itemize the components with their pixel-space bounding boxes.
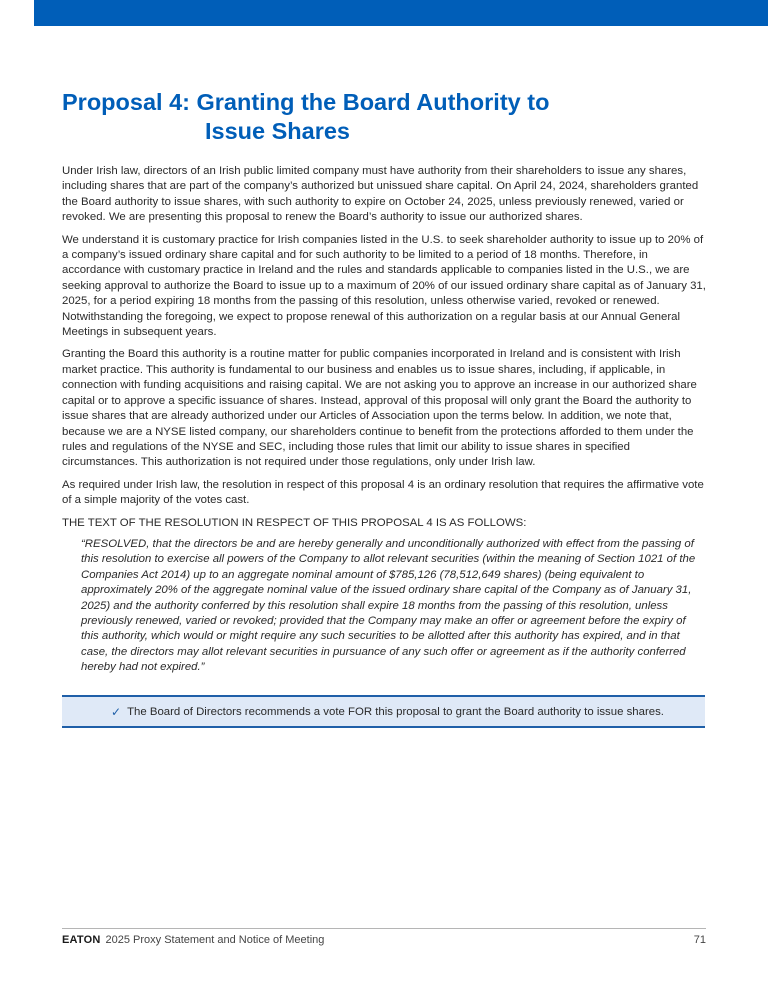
page-title-line-1: Proposal 4: Granting the Board Authority to	[62, 89, 550, 115]
page-footer	[62, 934, 706, 946]
checkmark-icon: ✓	[111, 704, 122, 719]
page-title	[62, 88, 722, 146]
proposal-body	[62, 164, 708, 676]
board-recommendation-box	[62, 695, 705, 728]
footer-divider	[62, 928, 706, 929]
page-title-line-2: Issue Shares	[205, 118, 351, 144]
paragraph-authority-background: Under Irish law, directors of an Irish public limited company must have authority from their shareholders to issue any shares, including shares that are part of the company’s authorized but unissued share capital. On April 24, 2024, shareholders granted the Board authority to issue shares, with such authority to expire on October 24, 2025, unless previously renewed, varied or revoked. We are presenting this proposal to renew the Board’s authority to issue our authorized shares.	[62, 165, 699, 224]
resolution-text: “RESOLVED, that the directors be and are hereby generally and unconditionally authorized with effect from the passing of this resolution to exercise all powers of the Company to allot relevant securities (within the meaning of Section 1021 of the Companies Act 2014) up to an aggregate nominal amount of $785,126 (78,512,649 shares) (being equivalent to approximately 20% of the aggregate nominal value of the issued ordinary share capital of the Company as of January 31, 2025) and the authority conferred by this resolution shall expire 18 months from the passing of this resolution, unless previously renewed, varied or revoked; provided that the Company may make an offer or agreement before the expiry of this authority, which would or might require any such securities to be allotted after this authority has expired, and in that case, the directors may allot relevant securities in pursuance of any such offer or agreement as if the authority conferred hereby had not expired.”	[81, 537, 696, 674]
resolution-heading: THE TEXT OF THE RESOLUTION IN RESPECT OF THIS PROPOSAL 4 IS AS FOLLOWS:	[62, 516, 527, 529]
board-recommendation-text: The Board of Directors recommends a vote FOR this proposal to grant the Board authority to issue shares.	[127, 705, 664, 718]
paragraph-routine-matter: Granting the Board this authority is a routine matter for public companies incorporated in Ireland and is consistent with Irish market practice. This authority is fundamental to our business and enables us to issue shares, including, if applicable, in connection with funding acquisitions and raising capital. We are not asking you to approve an increase in our authorized share capital or to approve a specific issuance of shares. Instead, approval of this proposal will only grant the Board the authority to issue shares that are already authorized under our Articles of Association upon the terms below. In addition, we note that, because we are a NYSE listed company, our shareholders continue to benefit from the protections afforded to them under the rules and regulations of the NYSE and SEC, including those rules that limit our ability to issue shares in specified circumstances. This authorization is not required under those regulations, only under Irish law.	[62, 348, 697, 469]
paragraph-ordinary-resolution: As required under Irish law, the resolution in respect of this proposal 4 is an ordinary resolution that requires the affirmative vote of a simple majority of the votes cast.	[62, 478, 704, 507]
footer-publication-title: 2025 Proxy Statement and Notice of Meeting	[105, 934, 325, 946]
paragraph-customary-practice: We understand it is customary practice for Irish companies listed in the U.S. to seek shareholder authority to issue up to 20% of a company’s issued ordinary share capital and for such authority to be limited to a period of 18 months. Therefore, in accordance with customary practice in Ireland and the rules and standards applicable to companies listed in the U.S., we are seeking approval to authorize the Board to issue up to a maximum of 20% of our issued ordinary share capital as of January 31, 2025, for a period expiring 18 months from the passing of this resolution, unless otherwise varied, revoked or renewed. Notwithstanding the foregoing, we expect to propose renewal of this authorization on a regular basis at our Annual General Meetings in subsequent years.	[62, 233, 706, 339]
page-number: 71	[693, 934, 706, 946]
footer-brand: EATON	[62, 934, 101, 946]
header-color-bar	[34, 0, 768, 26]
